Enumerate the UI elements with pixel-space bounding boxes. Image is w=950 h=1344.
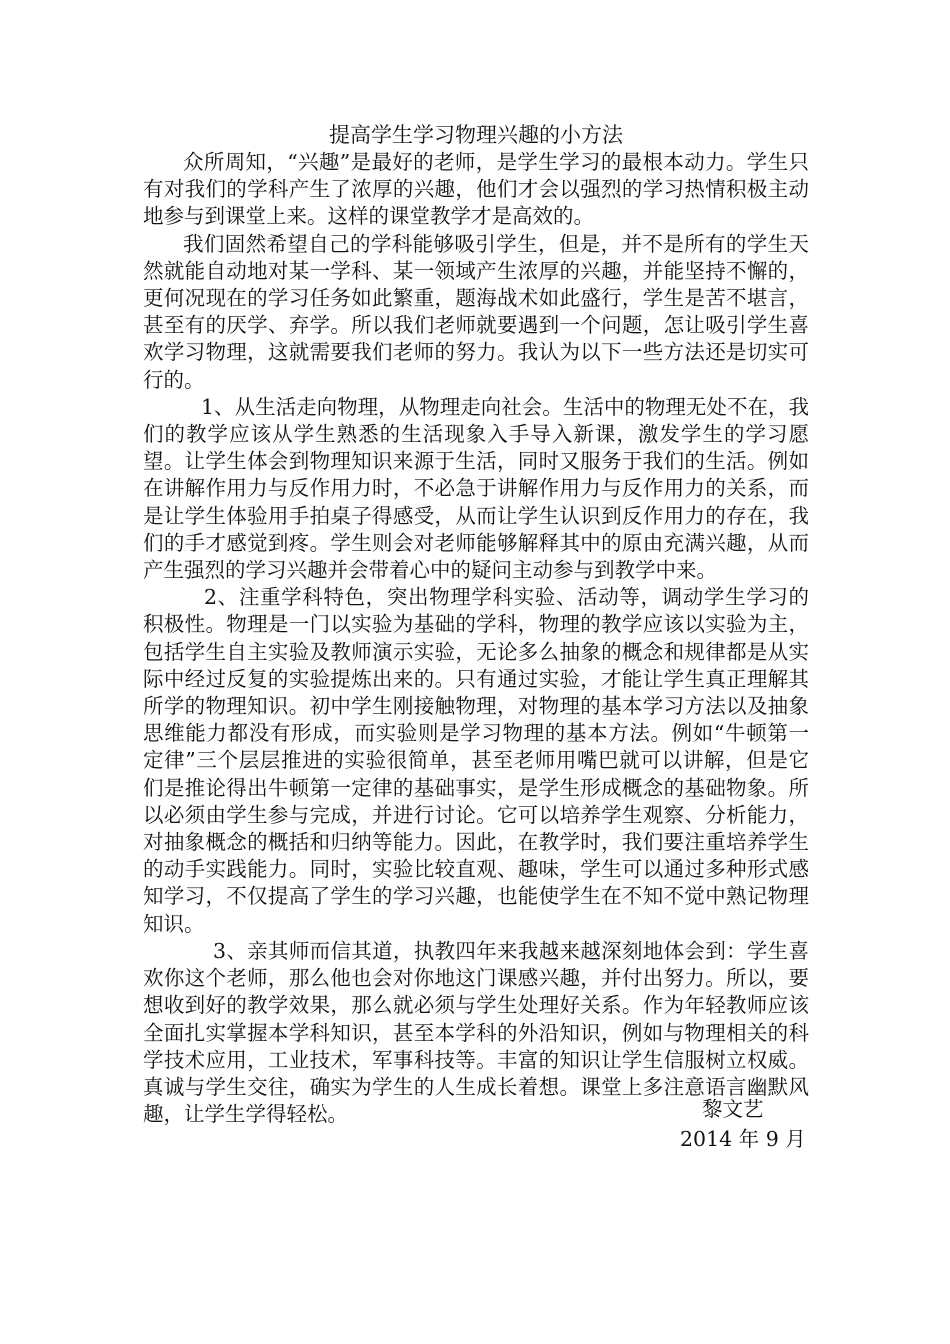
paragraph-method-3: 3、亲其师而信其道，执教四年来我越来越深刻地体会到：学生喜欢你这个老师，那么他也会对你地这门课感兴趣，并付出努力。所以，要想收到好的教学效果，那么就必须与学生处理好关系。作为年轻教师应该全面扎实掌握本学科知识，甚至本学科的外沿知识，例如与物理相关的科学技术应用，工业技术，军事科技等。丰富的知识让学生信服树立权威。真诚与学生交往，确实为学生的人生成长着想。课堂上多注意语言幽默风趣，让学生学得轻松。 <box>143 938 809 1127</box>
document-title: 提高学生学习物理兴趣的小方法 <box>329 123 623 147</box>
paragraph-method-1: 1、从生活走向物理，从物理走向社会。生活中的物理无处不在，我们的教学应该从学生熟悉的生活现象入手导入新课，激发学生的学习愿望。让学生体会到物理知识来源于生活，同时又服务于我们的生活。例如在讲解作用力与反作用力时，不必急于讲解作用力与反作用力的关系，而是让学生体验用手拍桌子得感受，从而让学生认识到反作用力的存在，我们的手才感觉到疼。学生则会对老师能够解释其中的原由充满兴趣，从而产生强烈的学习兴趣并会带着心中的疑问主动参与到教学中来。 <box>143 394 809 583</box>
paragraph-intro: 众所周知，“兴趣”是最好的老师，是学生学习的最根本动力。学生只有对我们的学科产生了浓厚的兴趣，他们才会以强烈的学习热情积极主动地参与到课堂上来。这样的课堂教学才是高效的。 <box>143 150 809 229</box>
author-name: 黎文艺 <box>702 1097 764 1121</box>
document-date: 2014 年 9 月 <box>680 1127 806 1151</box>
paragraph-problem: 我们固然希望自己的学科能够吸引学生，但是，并不是所有的学生天然就能自动地对某一学科、某一领域产生浓厚的兴趣，并能坚持不懈的，更何况现在的学习任务如此繁重，题海战术如此盛行，学生是苦不堪言，甚至有的厌学、弃学。所以我们老师就要遇到一个问题，怎让吸引学生喜欢学习物理，这就需要我们老师的努力。我认为以下一些方法还是切实可行的。 <box>143 231 809 392</box>
document-body <box>143 121 809 1128</box>
signature-block <box>680 1094 820 1154</box>
paragraph-method-2: 2、注重学科特色，突出物理学科实验、活动等，调动学生学习的积极性。物理是一门以实验为基础的学科，物理的教学应该以实验为主，包括学生自主实验及教师演示实验，无论多么抽象的概念和规律都是从实际中经过反复的实验提炼出来的。只有通过实验，才能让学生真正理解其所学的物理知识。初中学生刚接触物理，对物理的基本学习方法以及抽象思维能力都没有形成，而实验则是学习物理的基本方法。例如“牛顿第一定律”三个层层推进的实验很简单，甚至老师用嘴巴就可以讲解，但是它们是推论得出牛顿第一定律的基础事实，是学生形成概念的基础物象。所以必须由学生参与完成，并进行讨论。它可以培养学生观察、分析能力，对抽象概念的概括和归纳等能力。因此，在教学时，我们要注重培养学生的动手实践能力。同时，实验比较直观、趣味，学生可以通过多种形式感知学习，不仅提高了学生的学习兴趣，也能使学生在不知不觉中熟记物理知识。 <box>143 585 809 936</box>
